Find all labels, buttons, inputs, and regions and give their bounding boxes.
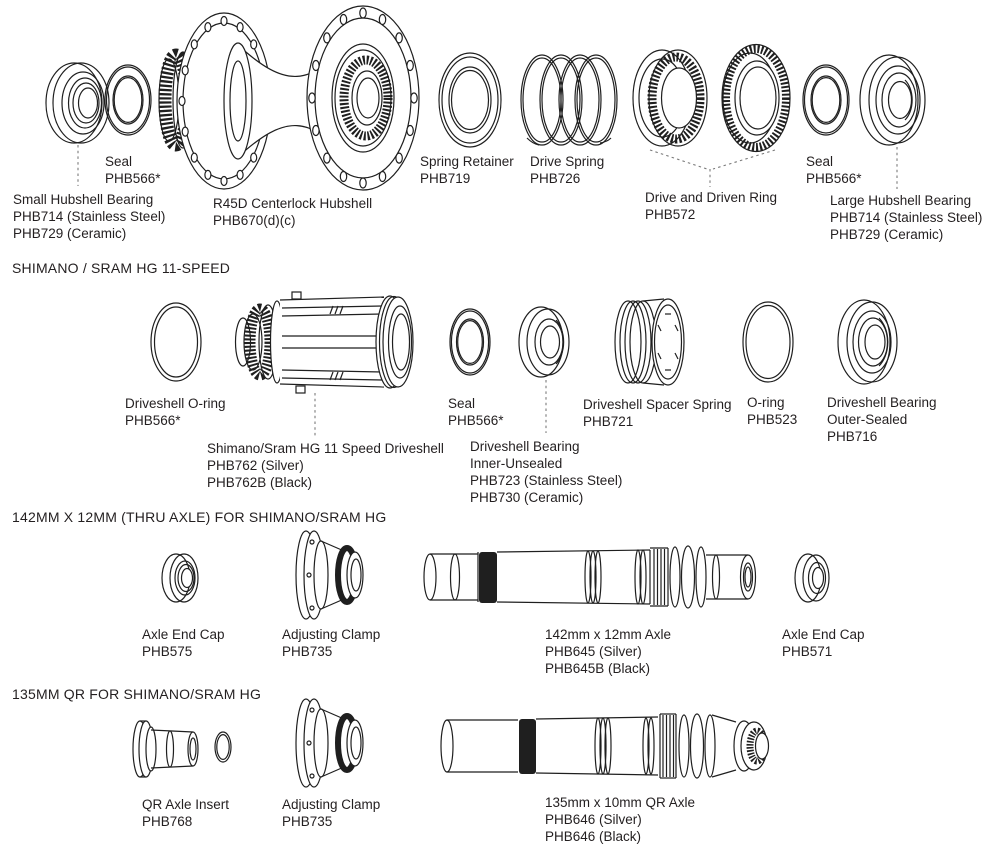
label-driveshell-bearing-inner: Driveshell Bearing Inner-Unsealed PHB723 (Stainless Steel) PHB730 (Ceramic) [470,439,623,505]
axle-142x12-drawing [424,546,756,608]
label-axle-142x12: 142mm x 12mm Axle PHB645 (Silver) PHB645B (Black) [545,627,672,676]
label-driveshell-bearing-outer: Driveshell Bearing Outer-Sealed PHB716 [827,395,937,444]
driveshell-bearing-outer-drawing [838,300,897,384]
label-driveshell: Shimano/Sram HG 11 Speed Driveshell PHB762 (Silver) PHB762B (Black) [207,441,444,490]
small-hubshell-bearing-drawing [46,63,109,143]
large-hubshell-bearing-drawing [860,55,925,145]
driven-ring-drawing [722,45,790,152]
section-header-135mm-qr: 135MM QR FOR SHIMANO/SRAM HG [12,686,262,702]
section-header-shimano-sram-hg-11-speed: SHIMANO / SRAM HG 11-SPEED [12,260,231,276]
drive-spring-drawing [521,55,617,145]
label-drive-and-driven-ring: Drive and Driven Ring PHB572 [645,190,778,222]
label-seal-left: Seal PHB566* [105,154,161,186]
label-spring-retainer: Spring Retainer PHB719 [420,154,514,186]
qr-axle-135x10-drawing [441,714,769,778]
label-adjusting-clamp: Adjusting Clamp PHB735 [282,627,381,659]
driveshell-oring-drawing [151,303,201,381]
hubshell-drawing [159,6,419,190]
label-hubshell: R45D Centerlock Hubshell PHB670(d)(c) [213,196,373,228]
seal-driveshell-drawing [450,309,490,375]
adjusting-clamp-2-drawing [296,699,363,787]
driveshell-spacer-spring-drawing [615,299,684,385]
label-adjusting-clamp-2: Adjusting Clamp PHB735 [282,797,381,829]
label-qr-axle-135x10: 135mm x 10mm QR Axle PHB646 (Silver) PHB646 (Black) [545,795,696,844]
label-oring: O-ring PHB523 [747,395,798,427]
label-small-hubshell-bearing: Small Hubshell Bearing PHB714 (Stainless Steel) PHB729 (Ceramic) [13,192,166,241]
section-header-142mm-thru-axle: 142MM X 12MM (THRU AXLE) FOR SHIMANO/SRAM HG [12,509,387,525]
label-drive-spring: Drive Spring PHB726 [530,154,605,186]
label-qr-axle-insert: QR Axle Insert PHB768 [142,797,230,829]
label-large-hubshell-bearing: Large Hubshell Bearing PHB714 (Stainless Steel) PHB729 (Ceramic) [830,193,983,242]
adjusting-clamp-drawing [296,531,363,619]
driveshell-drawing [236,292,414,393]
leader-lines-row2 [315,380,546,436]
driveshell-bearing-inner-drawing [519,307,569,377]
label-driveshell-spacer-spring: Driveshell Spacer Spring PHB721 [583,397,732,429]
seal-left-drawing [105,65,151,135]
seal-right-drawing [803,65,849,135]
spring-retainer-drawing [439,53,501,147]
axle-end-cap-right-drawing [795,554,829,602]
label-driveshell-oring: Driveshell O-ring PHB566* [125,396,226,428]
axle-end-cap-left-drawing [162,554,198,602]
label-axle-end-cap-right: Axle End Cap PHB571 [782,627,865,659]
label-axle-end-cap-left: Axle End Cap PHB575 [142,627,225,659]
label-seal-right: Seal PHB566* [806,154,862,186]
oring-drawing [743,302,793,382]
label-seal-driveshell: Seal PHB566* [448,396,504,428]
drive-ring-drawing [633,50,707,146]
qr-axle-insert-drawing [133,721,231,777]
